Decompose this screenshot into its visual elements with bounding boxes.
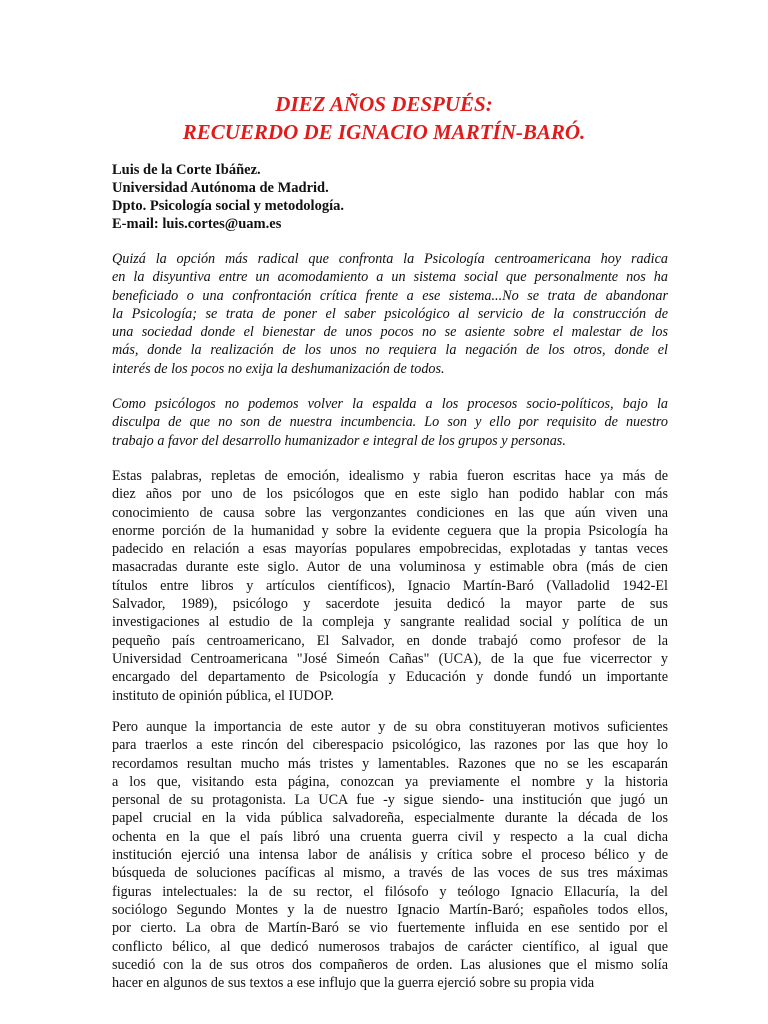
text-line: por cierto. La obra de Martín-Baró se vio fuertemente influida en ese sentido por el [112,920,668,937]
text-line: Salvador, 1989), psicólogo y sacerdote jesuita dedicó la mayor parte de sus [112,596,668,613]
text-line: sucedió con la de sus otros dos compañeros de orden. Las alusiones que el mismo solía [112,956,668,973]
text-line: conflicto bélico, al que dedicó numerosos trabajos de carácter científico, al igual que [112,938,668,955]
text-line: beneficiado o una confrontación crítica frente a ese sistema...No se trata de abandonar [112,287,668,304]
text-line: Quizá la opción más radical que confronta la Psicología centroamericana hoy radica [112,251,668,267]
text-line: padecido en relación a esas mayorías populares empobrecidas, explotadas y tantas veces [112,541,668,558]
text-line: recordamos resultan mucho más tristes y lamentables. Razones que no se les escaparán [112,755,668,772]
text-line: búsqueda de soluciones pacíficas al mismo, a través de las voces de sus tres máximas [112,865,668,882]
text-line: la Psicología; se trata de poner el saber psicológico al servicio de la construcción de [112,305,668,322]
text-line: trabajo a favor del desarrollo humanizador e integral de los grupos y personas. [112,432,566,449]
body-paragraph-1 [112,467,668,705]
text-line: para traerlos a este rincón del ciberespacio psicológico, las razones por las que hoy lo [112,737,668,754]
text-line: instituto de opinión pública, el IUDOP. [112,687,334,704]
text-line: investigaciones al estudio de la compleja y sangrante realidad social y política de un [112,614,668,631]
text-line: ochenta en la que el país libró una cruenta guerra civil y respecto a la cual dicha [112,828,668,845]
text-line: Universidad Centroamericana "José Simeón Cañas" (UCA), de la que fue vicerrector y [112,650,668,667]
text-line: en la disyuntiva entre un acomodamiento a un sistema social que personalmente nos ha [112,269,668,286]
text-line: interés de los pocos no exija la deshumanización de todos. [112,360,445,377]
text-line: enorme porción de la humanidad y sobre la evidente ceguera que la propia Psicología ha [112,522,668,539]
body-paragraph-2 [112,718,668,992]
text-line: diez años por uno de los psicólogos que en este siglo han podido hablar con más [112,486,668,503]
text-line: Como psicólogos no podemos volver la espalda a los procesos socio-políticos, bajo la [112,396,668,412]
title-line-2: RECUERDO DE IGNACIO MARTÍN-BARÓ. [182,120,586,144]
text-line: una sociedad donde el bienestar de unos pocos no se asiente sobre el malestar de los [112,324,668,341]
author-department: Dpto. Psicología social y metodología. [112,198,344,214]
text-line: personal de su protagonista. La UCA fue -y sigue siendo- una institución que jugó un [112,792,668,809]
author-university: Universidad Autónoma de Madrid. [112,180,329,196]
text-line: Pero aunque la importancia de este autor y de su obra constituyeran motivos suficientes [112,719,668,735]
author-block [112,161,672,233]
document-title [0,90,768,146]
text-line: encargado del departamento de Psicología y Educación y donde fundó un importante [112,669,668,686]
text-line: sociólogo Segundo Montes y la de nuestro Ignacio Martín-Baró; españoles todos ellos, [112,901,668,918]
text-line: a los que, visitando esta página, conozcan ya previamente el nombre y la historia [112,773,668,790]
quote-paragraph-2 [112,395,668,450]
quote-paragraph-1 [112,250,668,378]
text-line: figuras intelectuales: la de su rector, el filósofo y teólogo Ignacio Ellacuría, la del [112,883,668,900]
text-line: títulos entre libros y artículos científicos), Ignacio Martín-Baró (Valladolid 1942-El [112,577,668,594]
text-line: masacradas durante este siglo. Autor de una voluminosa y estimable obra (más de cien [112,559,668,576]
text-line: institución ejerció una intensa labor de análisis y crítica sobre el proceso bélico y de [112,847,668,864]
text-line: hacer en algunos de sus textos a ese influjo que la guerra ejerció sobre su propia vida [112,975,595,992]
text-line: conocimiento de causa sobre las vergonzantes condiciones en las que aún viven una [112,504,668,521]
text-line: disculpa de que no son de nuestra incumbencia. Lo son y ello por requisito de nuestro [112,414,668,431]
author-name: Luis de la Corte Ibáñez. [112,162,261,178]
text-line: Estas palabras, repletas de emoción, idealismo y rabia fueron escritas hace ya más de [112,468,668,484]
title-line-1: DIEZ AÑOS DESPUÉS: [275,92,493,116]
author-email: E-mail: luis.cortes@uam.es [112,216,282,232]
text-line: pequeño país centroamericano, El Salvador, en donde trabajó como profesor de la [112,632,668,649]
text-line: papel crucial en la vida pública salvadoreña, especialmente durante la década de los [112,810,668,827]
text-line: más, donde la realización de los unos no requiera la negación de los otros, donde el [112,342,668,359]
